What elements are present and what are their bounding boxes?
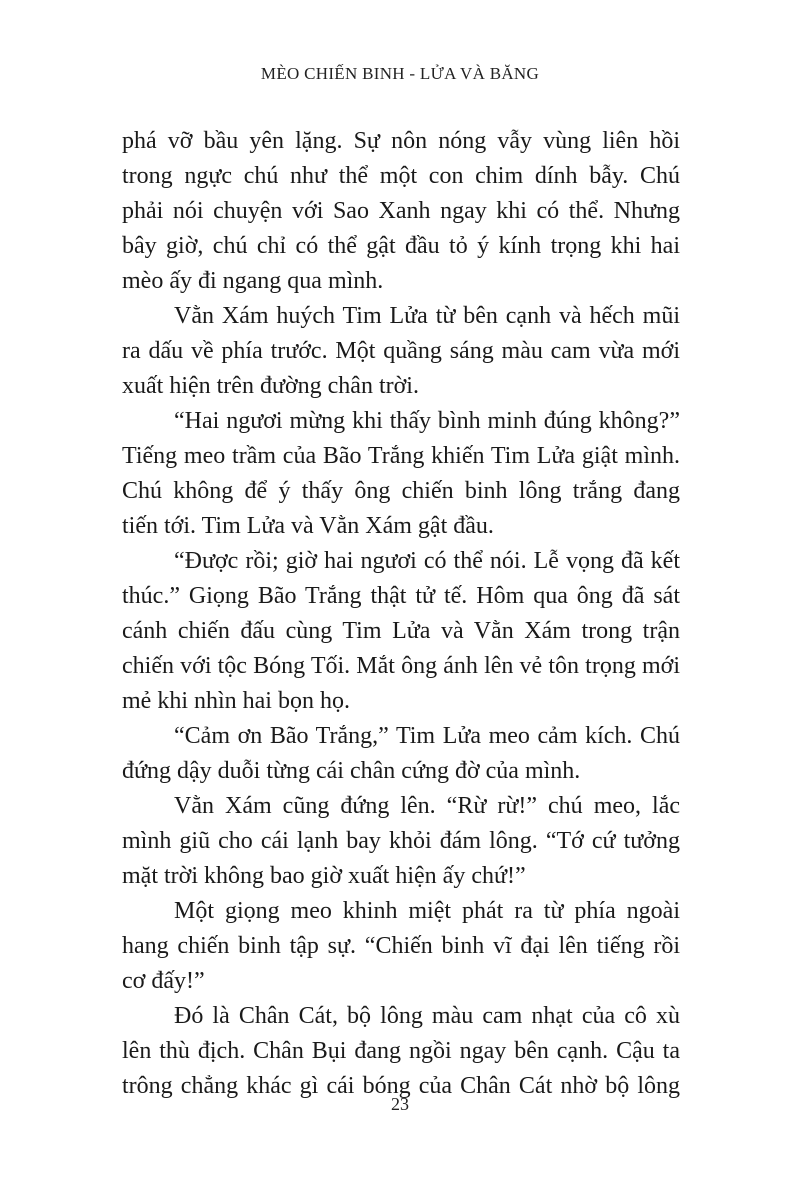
body-text xyxy=(122,124,680,1104)
text-line: phải nói chuyện với Sao Xanh ngay khi có thể. Nhưng xyxy=(122,198,680,224)
text-line: bây giờ, chú chỉ có thể gật đầu tỏ ý kính trọng khi hai xyxy=(122,233,680,259)
text-line: “Được rồi; giờ hai ngươi có thể nói. Lễ vọng đã kết xyxy=(174,548,680,574)
text-line: trông chẳng khác gì cái bóng của Chân Cát nhờ bộ lông xyxy=(122,1073,680,1099)
text-line: lên thù địch. Chân Bụi đang ngồi ngay bên cạnh. Cậu ta xyxy=(122,1038,680,1064)
text-line: Tiếng meo trầm của Bão Trắng khiến Tim Lửa giật mình. xyxy=(122,443,680,469)
text-line: trong ngực chú như thể một con chim dính bẫy. Chú xyxy=(122,163,680,189)
text-line: chiến với tộc Bóng Tối. Mắt ông ánh lên vẻ tôn trọng mới xyxy=(122,653,680,679)
text-line: hang chiến binh tập sự. “Chiến binh vĩ đại lên tiếng rồi xyxy=(122,933,680,959)
text-line: mẻ khi nhìn hai bọn họ. xyxy=(122,688,350,714)
page-number: 23 xyxy=(391,1094,409,1114)
text-line: Chú không để ý thấy ông chiến binh lông trắng đang xyxy=(122,478,680,504)
text-line: thúc.” Giọng Bão Trắng thật tử tế. Hôm qua ông đã sát xyxy=(122,583,680,609)
text-line: mèo ấy đi ngang qua mình. xyxy=(122,268,384,294)
text-line: “Cảm ơn Bão Trắng,” Tim Lửa meo cảm kích. Chú xyxy=(174,723,680,749)
text-line: Vằn Xám cũng đứng lên. “Rừ rừ!” chú meo, lắc xyxy=(174,793,680,819)
text-line: mặt trời không bao giờ xuất hiện ấy chứ!” xyxy=(122,863,526,889)
text-line: Một giọng meo khinh miệt phát ra từ phía ngoài xyxy=(174,898,680,924)
text-line: “Hai ngươi mừng khi thấy bình minh đúng không?” xyxy=(174,408,680,434)
text-line: xuất hiện trên đường chân trời. xyxy=(122,373,419,399)
text-line: Đó là Chân Cát, bộ lông màu cam nhạt của cô xù xyxy=(174,1003,680,1029)
text-line: mình giũ cho cái lạnh bay khỏi đám lông. “Tớ cứ tưởng xyxy=(122,828,680,854)
text-line: ra dấu về phía trước. Một quầng sáng màu cam vừa mới xyxy=(122,338,680,364)
text-line: đứng dậy duỗi từng cái chân cứng đờ của mình. xyxy=(122,758,581,784)
running-header: MÈO CHIẾN BINH - LỬA VÀ BĂNG xyxy=(260,64,540,83)
text-line: Vằn Xám huých Tim Lửa từ bên cạnh và hếch mũi xyxy=(174,303,680,329)
text-line: tiến tới. Tim Lửa và Vằn Xám gật đầu. xyxy=(122,513,494,539)
text-line: cánh chiến đấu cùng Tim Lửa và Vằn Xám trong trận xyxy=(122,618,680,644)
text-line: cơ đấy!” xyxy=(122,968,205,994)
text-line: phá vỡ bầu yên lặng. Sự nôn nóng vẫy vùng liên hồi xyxy=(122,128,680,154)
